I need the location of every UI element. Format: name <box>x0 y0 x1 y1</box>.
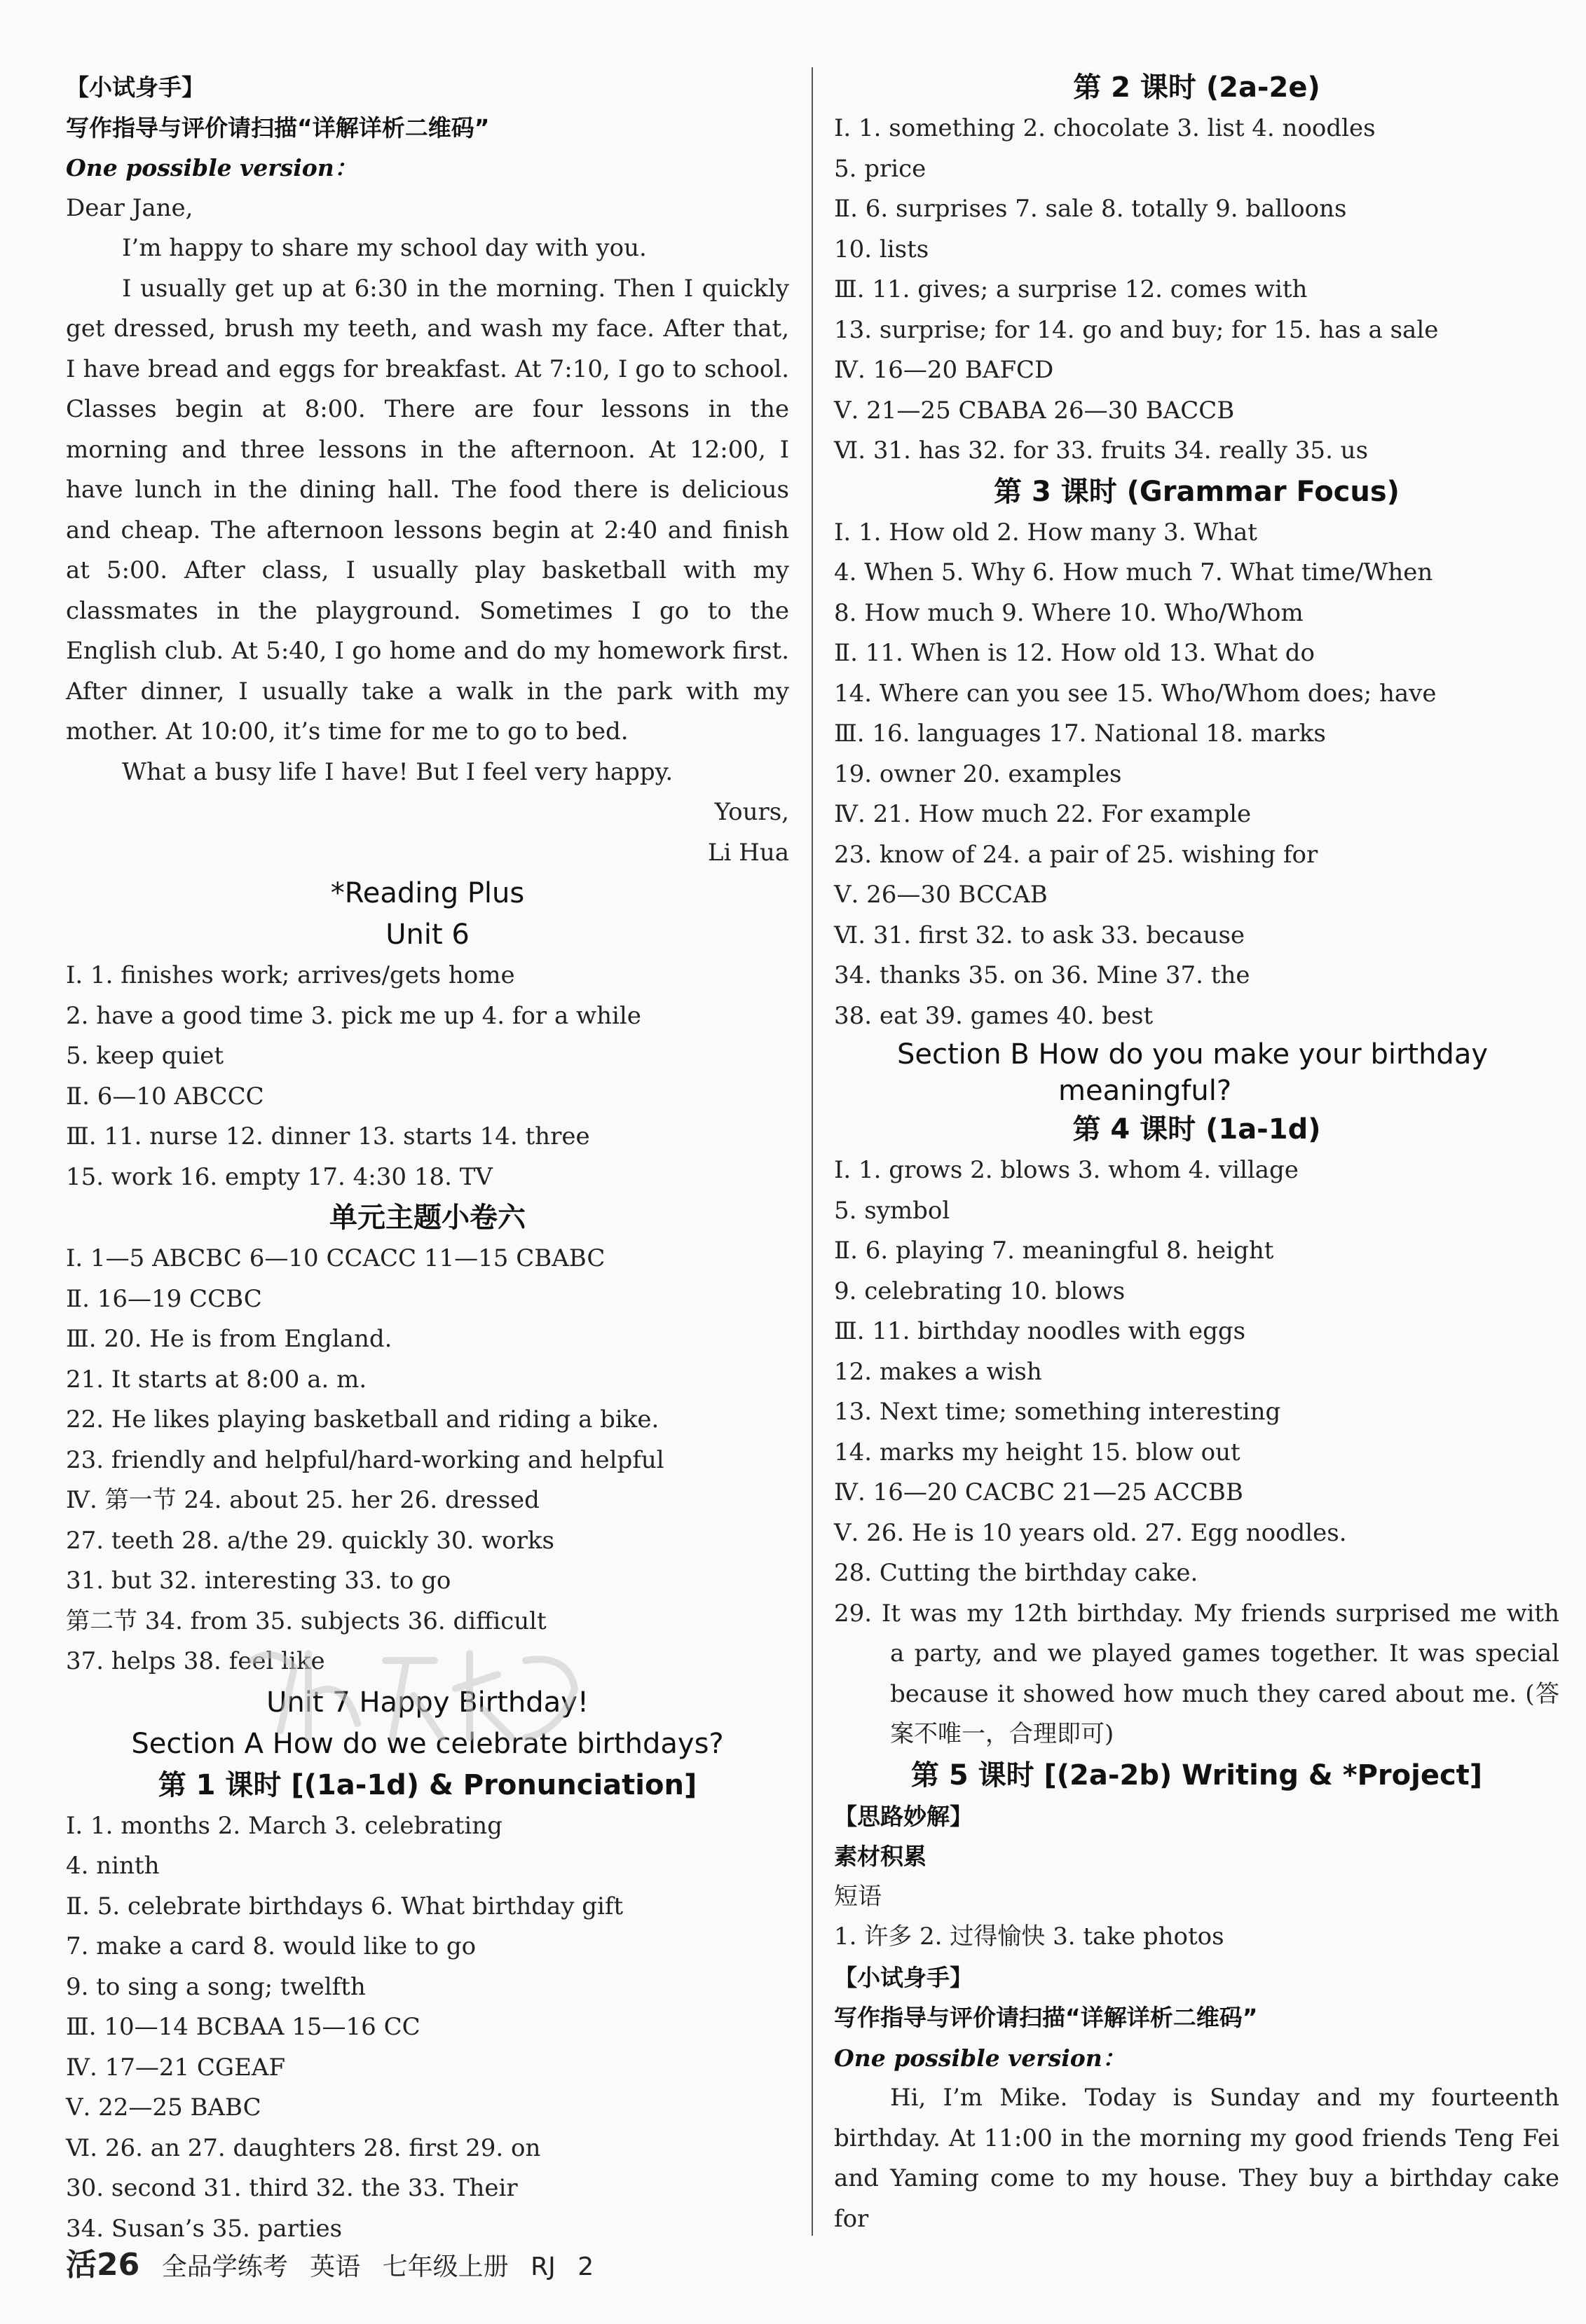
page-footer <box>66 2239 608 2284</box>
answer-line: Ⅱ. 16—19 CCBC <box>66 1284 262 1313</box>
answer-line: Ⅲ. 11. birthday noodles with eggs <box>834 1317 1246 1345</box>
answer-line: Ⅳ. 21. How much 22. For example <box>834 800 1252 828</box>
section-b-heading-cont: meaningful? <box>1058 1075 1232 1107</box>
try-heading: 【小试身手】 <box>834 1963 973 1991</box>
column-divider <box>812 67 813 2236</box>
grade-label: 七年级上册 <box>382 2253 509 2281</box>
answer-line: Ⅳ. 16—20 CACBC 21—25 ACCBB <box>834 1478 1243 1506</box>
answer-line: 23. friendly and helpful/hard-working and helpful <box>66 1445 664 1474</box>
scan-note: 写作指导与评价请扫描“详解详析二维码” <box>834 2004 1258 2031</box>
watermark-logo <box>231 1632 596 1752</box>
answer-line: 34. Susan’s 35. parties <box>66 2214 343 2243</box>
answer-line: Ⅴ. 21—25 CBABA 26—30 BACCB <box>834 396 1235 425</box>
answer-line: 4. ninth <box>66 1852 160 1880</box>
answer-line: Ⅳ. 17—21 CGEAF <box>66 2053 286 2082</box>
answer-line: 9. to sing a song; twelfth <box>66 1972 366 2001</box>
answer-line: Ⅰ. 1—5 ABCBC 6—10 CCACC 11—15 CBABC <box>66 1244 606 1272</box>
answer-line: 5. price <box>834 154 927 183</box>
right-column <box>834 67 1559 2239</box>
answer-line: 9. celebrating 10. blows <box>834 1277 1126 1305</box>
answer-line: 第二节 34. from 35. subjects 36. difficult <box>66 1607 547 1635</box>
answer-line: 28. Cutting the birthday cake. <box>834 1559 1198 1587</box>
answer-line: Ⅰ. 1. How old 2. How many 3. What <box>834 518 1257 546</box>
lesson3-answers <box>834 513 1559 1037</box>
essay-paragraph: Hi, I’m Mike. Today is Sunday and my fourteenth birthday. At 11:00 in the morning my good friends Teng Fei and Yaming come to my house. They buy a birthday cake for <box>834 2084 1559 2233</box>
material-heading: 素材积累 <box>834 1843 927 1870</box>
answer-line: 5. keep quiet <box>66 1042 224 1070</box>
idea-heading: 【思路妙解】 <box>834 1802 973 1830</box>
answer-line: 14. marks my height 15. blow out <box>834 1438 1240 1466</box>
letter-signature: Li Hua <box>707 838 789 867</box>
answer-line: 2. have a good time 3. pick me up 4. for a while <box>66 1001 641 1030</box>
answer-line: Ⅱ. 6. surprises 7. sale 8. totally 9. balloons <box>834 195 1347 223</box>
unit6-heading: Unit 6 <box>385 919 470 951</box>
subject-label: 英语 <box>310 2253 361 2281</box>
letter-paragraph: What a busy life I have! But I feel very happy. <box>122 757 674 786</box>
lesson3-heading: 第 3 课时 (Grammar Focus) <box>994 475 1400 508</box>
lesson1-answers <box>66 1806 789 2250</box>
phrases-label: 短语 <box>834 1882 882 1911</box>
answer-line: Ⅵ. 31. first 32. to ask 33. because <box>834 921 1245 949</box>
page-number: 活26 <box>66 2247 140 2283</box>
answer-line: 12. makes a wish <box>834 1357 1042 1386</box>
answer-line: Ⅵ. 31. has 32. for 33. fruits 34. really 35. us <box>834 436 1369 465</box>
answer-line: Ⅱ. 6. playing 7. meaningful 8. height <box>834 1237 1274 1265</box>
answer-line: 15. work 16. empty 17. 4:30 18. TV <box>66 1162 493 1191</box>
answer-line: 31. but 32. interesting 33. to go <box>66 1567 451 1595</box>
answer-line: 8. How much 9. Where 10. Who/Whom <box>834 598 1304 627</box>
answer-line: 38. eat 39. games 40. best <box>834 1001 1154 1030</box>
lesson1-heading: 第 1 课时 [(1a-1d) & Pronunciation] <box>158 1768 697 1801</box>
unit-test-answers <box>66 1239 789 1682</box>
answer-line: 37. helps 38. feel like <box>66 1647 325 1675</box>
answer-line: 7. make a card 8. would like to go <box>66 1932 477 1960</box>
answer-line: 21. It starts at 8:00 a. m. <box>66 1365 367 1394</box>
answer-line: Ⅰ. 1. finishes work; arrives/gets home <box>66 961 515 989</box>
book-title: 全品学练考 <box>161 2253 288 2281</box>
letter-paragraph: I usually get up at 6:30 in the morning. Then I quickly get dressed, brush my teeth, and wash my face. After that, I have bread and eggs for breakfast. At 7:10, I go to school. Classes begin at 8:00. There are four lessons in the morning and three lessons in the afternoon. At 12:00, I have lunch in the dining hall. The food there is delicious and cheap. The afternoon lessons begin at 2:40 and finish at 5:00. After class, I usually play basketball with my classmates in the playground. Sometimes I go to the English club. At 5:40, I go home and do my homework first. After dinner, I usually take a walk in the park with my mother. At 10:00, it’s time for me to go to bed. <box>66 274 789 745</box>
unit7-heading: Unit 7 Happy Birthday! <box>266 1686 589 1719</box>
answer-line: 14. Where can you see 15. Who/Whom does; have <box>834 679 1437 708</box>
answer-line: 30. second 31. third 32. the 33. Their <box>66 2174 518 2202</box>
unit-test-heading: 单元主题小卷六 <box>329 1202 526 1234</box>
left-column <box>66 67 789 2249</box>
scan-note: 写作指导与评价请扫描“详解详析二维码” <box>66 114 490 142</box>
answer-line: 4. When 5. Why 6. How much 7. What time/When <box>834 558 1433 586</box>
answer-line: 23. know of 24. a pair of 25. wishing for <box>834 840 1318 869</box>
answer-line: Ⅲ. 10—14 BCBAA 15—16 CC <box>66 2013 421 2041</box>
section-b-heading: Section B How do you make your birthday <box>897 1038 1489 1071</box>
answer-line: Ⅰ. 1. months 2. March 3. celebrating <box>66 1811 503 1840</box>
answer-line: Ⅲ. 11. gives; a surprise 12. comes with <box>834 275 1308 303</box>
reading-plus-heading: *Reading Plus <box>330 877 525 909</box>
try-heading: 【小试身手】 <box>66 74 205 101</box>
answer-line: Ⅱ. 11. When is 12. How old 13. What do <box>834 639 1315 667</box>
answer-line: Ⅲ. 20. He is from England. <box>66 1325 392 1353</box>
letter-closing: Yours, <box>714 798 789 826</box>
answer-line: 10. lists <box>834 235 929 263</box>
version-label: One possible version： <box>834 2044 1126 2072</box>
answer-line: Ⅲ. 11. nurse 12. dinner 13. starts 14. three <box>66 1122 590 1150</box>
lesson4-heading: 第 4 课时 (1a-1d) <box>1072 1113 1321 1146</box>
answer-line: Ⅴ. 22—25 BABC <box>66 2093 261 2122</box>
answer-line: Ⅱ. 6—10 ABCCC <box>66 1082 264 1111</box>
answer-line: Ⅴ. 26—30 BCCAB <box>834 881 1048 909</box>
section-a-heading: Section A How do we celebrate birthdays? <box>131 1727 724 1760</box>
lesson2-heading: 第 2 课时 (2a-2e) <box>1073 71 1320 104</box>
version-label: One possible version： <box>66 154 357 181</box>
letter-paragraph: I’m happy to share my school day with you. <box>122 234 647 262</box>
answer-line: 13. surprise; for 14. go and buy; for 15. has a sale <box>834 315 1439 344</box>
answer-line: 5. symbol <box>834 1196 950 1225</box>
phrases-line: 1. 许多 2. 过得愉快 3. take photos <box>834 1923 1224 1951</box>
lesson5-heading: 第 5 课时 [(2a-2b) Writing & *Project] <box>910 1759 1483 1792</box>
answer-line: 19. owner 20. examples <box>834 759 1122 788</box>
answer-paragraph: 29. It was my 12th birthday. My friends surprised me with a party, and we played games together. It was special because it showed how much they cared about me. (答案不唯一，合理即可) <box>834 1599 1559 1748</box>
edition-label: RJ <box>531 2253 556 2281</box>
unit6-answers <box>66 956 789 1197</box>
answer-line: Ⅴ. 26. He is 10 years old. 27. Egg noodles. <box>834 1518 1347 1547</box>
letter-salutation: Dear Jane, <box>66 193 193 222</box>
answer-line: 34. thanks 35. on 36. Mine 37. the <box>834 961 1250 989</box>
answer-line: Ⅰ. 1. grows 2. blows 3. whom 4. village <box>834 1156 1299 1184</box>
answer-line: 13. Next time; something interesting <box>834 1398 1281 1426</box>
answer-line: 22. He likes playing basketball and riding a bike. <box>66 1405 659 1433</box>
lesson4-answers <box>834 1150 1559 1755</box>
answer-line: Ⅵ. 26. an 27. daughters 28. first 29. on <box>66 2133 541 2162</box>
answer-line: Ⅲ. 16. languages 17. National 18. marks <box>834 720 1326 748</box>
lesson2-answers <box>834 109 1559 472</box>
answer-line: 27. teeth 28. a/the 29. quickly 30. works <box>66 1526 554 1555</box>
answer-line: Ⅱ. 5. celebrate birthdays 6. What birthday gift <box>66 1892 624 1920</box>
answer-line: Ⅳ. 16—20 BAFCD <box>834 356 1054 384</box>
answer-line: Ⅰ. 1. something 2. chocolate 3. list 4. noodles <box>834 114 1376 142</box>
volume-number: 2 <box>577 2253 594 2281</box>
answer-line: Ⅳ. 第一节 24. about 25. her 26. dressed <box>66 1486 540 1514</box>
